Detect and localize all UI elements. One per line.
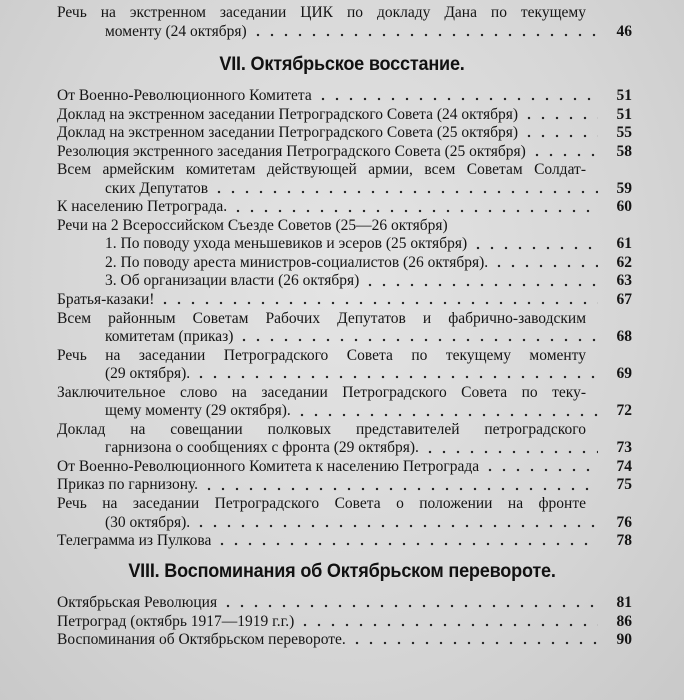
dot-leader: [237, 338, 598, 342]
entry-text: гарнизона о сообщениях с фронта (29 октября).: [105, 439, 419, 457]
toc-entry-line: [57, 4, 632, 23]
entry-text: 3. Об организации власти (26 октября): [105, 272, 360, 290]
entry-text: От Военно-Революционного Комитета: [57, 87, 312, 104]
entry-text: Доклад на экстренном заседании Петроградского Совета (24 октября): [57, 105, 519, 123]
entry-text: Доклад на совещании полковых представителей петроградского: [57, 420, 586, 438]
entry-text: Братья-казаки!: [57, 291, 155, 309]
entry-text: Приказ по гарнизону.: [57, 476, 199, 494]
page-number: 51: [616, 105, 632, 123]
entry-text: Октябрьская Революция: [57, 594, 218, 611]
dot-leader: [231, 209, 598, 213]
toc-entry-line: [57, 631, 632, 650]
entry-text: Петроград (октябрь 1917—1919 г.г.): [57, 612, 295, 630]
entry-text: От Военно-Революционного Комитета к населению Петрограда: [57, 457, 480, 475]
dot-leader: [350, 641, 598, 645]
toc-entry-line: [57, 310, 632, 329]
page-number: 76: [616, 513, 632, 531]
dot-leader: [194, 524, 598, 528]
dot-leader: [316, 97, 598, 101]
entry-text: 2. По поводу ареста министров-социалистов (26 октября).: [105, 253, 489, 271]
toc-entry-line: [57, 87, 632, 106]
entry-text: Телеграмма из Пулкова: [57, 532, 212, 550]
toc-intro: [57, 4, 632, 41]
dot-leader: [492, 264, 598, 268]
page-number: 69: [616, 365, 632, 383]
toc-entry-line: [57, 23, 632, 42]
dot-leader: [471, 246, 598, 250]
dot-leader: [221, 604, 598, 608]
page-number: 75: [616, 476, 632, 494]
entry-text: Речь на заседании Петроградского Совета по текущему моменту: [57, 346, 586, 364]
page-number: 78: [616, 532, 632, 550]
toc-section-vii: [57, 87, 632, 551]
toc-entry-line: [57, 328, 632, 347]
page-number: 51: [616, 87, 632, 104]
toc-entry-line: [57, 272, 632, 291]
page-number: 46: [616, 22, 632, 40]
entry-text: Всем районным Советам Рабочих Депутатов и фабрично-заводским: [57, 309, 586, 327]
toc-entry-line: [57, 254, 632, 273]
entry-text: (30 октября).: [105, 513, 191, 531]
entry-text: Речь на заседании Петроградского Совета о положении на фронте: [57, 495, 586, 513]
section-heading-viii: VIII. Воспоминания об Октябрьском перевороте.: [128, 561, 556, 582]
toc-entry-line: [57, 476, 632, 495]
page-number: 62: [616, 253, 632, 271]
page-number: 61: [616, 235, 632, 253]
toc-entry-line: [57, 217, 632, 236]
toc-entry-line: [57, 439, 632, 458]
toc-entry-line: [57, 291, 632, 310]
toc-entry-line: [57, 495, 632, 514]
page-number: 59: [616, 179, 632, 197]
entry-text: моменту (24 октября): [105, 22, 247, 40]
toc-section-viii: [57, 594, 632, 650]
dot-leader: [202, 487, 598, 491]
dot-leader: [522, 116, 598, 120]
entry-text: К населению Петрограда.: [57, 198, 228, 216]
page-number: 73: [616, 439, 632, 457]
entry-text: ских Депутатов: [105, 179, 209, 197]
page-number: 67: [616, 291, 632, 309]
page-number: 63: [616, 272, 632, 290]
toc-entry-line: [57, 143, 632, 162]
entry-text: щему моменту (29 октября).: [105, 402, 291, 420]
toc-entry-line: [57, 514, 632, 533]
dot-leader: [522, 134, 598, 138]
dot-leader: [363, 283, 598, 287]
dot-leader: [483, 468, 598, 472]
toc-entry-line: [57, 161, 632, 180]
toc-entry-line: [57, 235, 632, 254]
toc-entry-line: [57, 180, 632, 199]
page-number: 90: [616, 631, 632, 649]
page-number: 74: [616, 457, 632, 475]
dot-leader: [194, 375, 598, 379]
page-number: 72: [616, 402, 632, 420]
page-number: 55: [616, 124, 632, 142]
page-number: 60: [616, 198, 632, 216]
section-heading-vii: VII. Октябрьское восстание.: [219, 54, 465, 75]
entry-text: Речи на 2 Всероссийском Съезде Советов (25—26 октября): [57, 216, 448, 234]
dot-leader: [298, 623, 598, 627]
entry-text: Резолюция экстренного заседания Петроградского Совета (25 октября): [57, 142, 526, 160]
entry-text: Доклад на экстренном заседании Петроградского Совета (25 октября): [57, 124, 519, 142]
dot-leader: [530, 153, 598, 157]
page-number: 81: [616, 594, 632, 611]
toc-entry-line: [57, 402, 632, 421]
dot-leader: [423, 450, 598, 454]
entry-text: 1. По поводу ухода меньшевиков и эсеров (25 октября): [105, 235, 468, 253]
entry-text: Речь на экстренном заседании ЦИК по докладу Дана по текущему: [57, 4, 586, 21]
dot-leader: [251, 33, 598, 37]
toc-entry-line: [57, 458, 632, 477]
toc-entry-line: [57, 532, 632, 551]
entry-text: Всем армейским комитетам действующей армии, всем Советам Солдат-: [57, 161, 586, 179]
page-number: 58: [616, 142, 632, 160]
entry-text: Воспоминания об Октябрьском перевороте.: [57, 631, 346, 649]
page-number: 68: [616, 328, 632, 346]
toc-entry-line: [57, 594, 632, 613]
page-number: 86: [616, 612, 632, 630]
toc-entry-line: [57, 365, 632, 384]
toc-entry-line: [57, 421, 632, 440]
toc-entry-line: [57, 613, 632, 632]
toc-entry-line: [57, 347, 632, 366]
entry-text: комитетам (приказ): [105, 328, 234, 346]
entry-text: (29 октября).: [105, 365, 191, 383]
dot-leader: [158, 301, 598, 305]
dot-leader: [215, 542, 598, 546]
dot-leader: [295, 413, 598, 417]
toc-entry-line: [57, 384, 632, 403]
entry-text: Заключительное слово на заседании Петроградского Совета по теку-: [57, 383, 586, 401]
toc-entry-line: [57, 106, 632, 125]
toc-entry-line: [57, 198, 632, 217]
toc-entry-line: [57, 124, 632, 143]
dot-leader: [212, 190, 598, 194]
